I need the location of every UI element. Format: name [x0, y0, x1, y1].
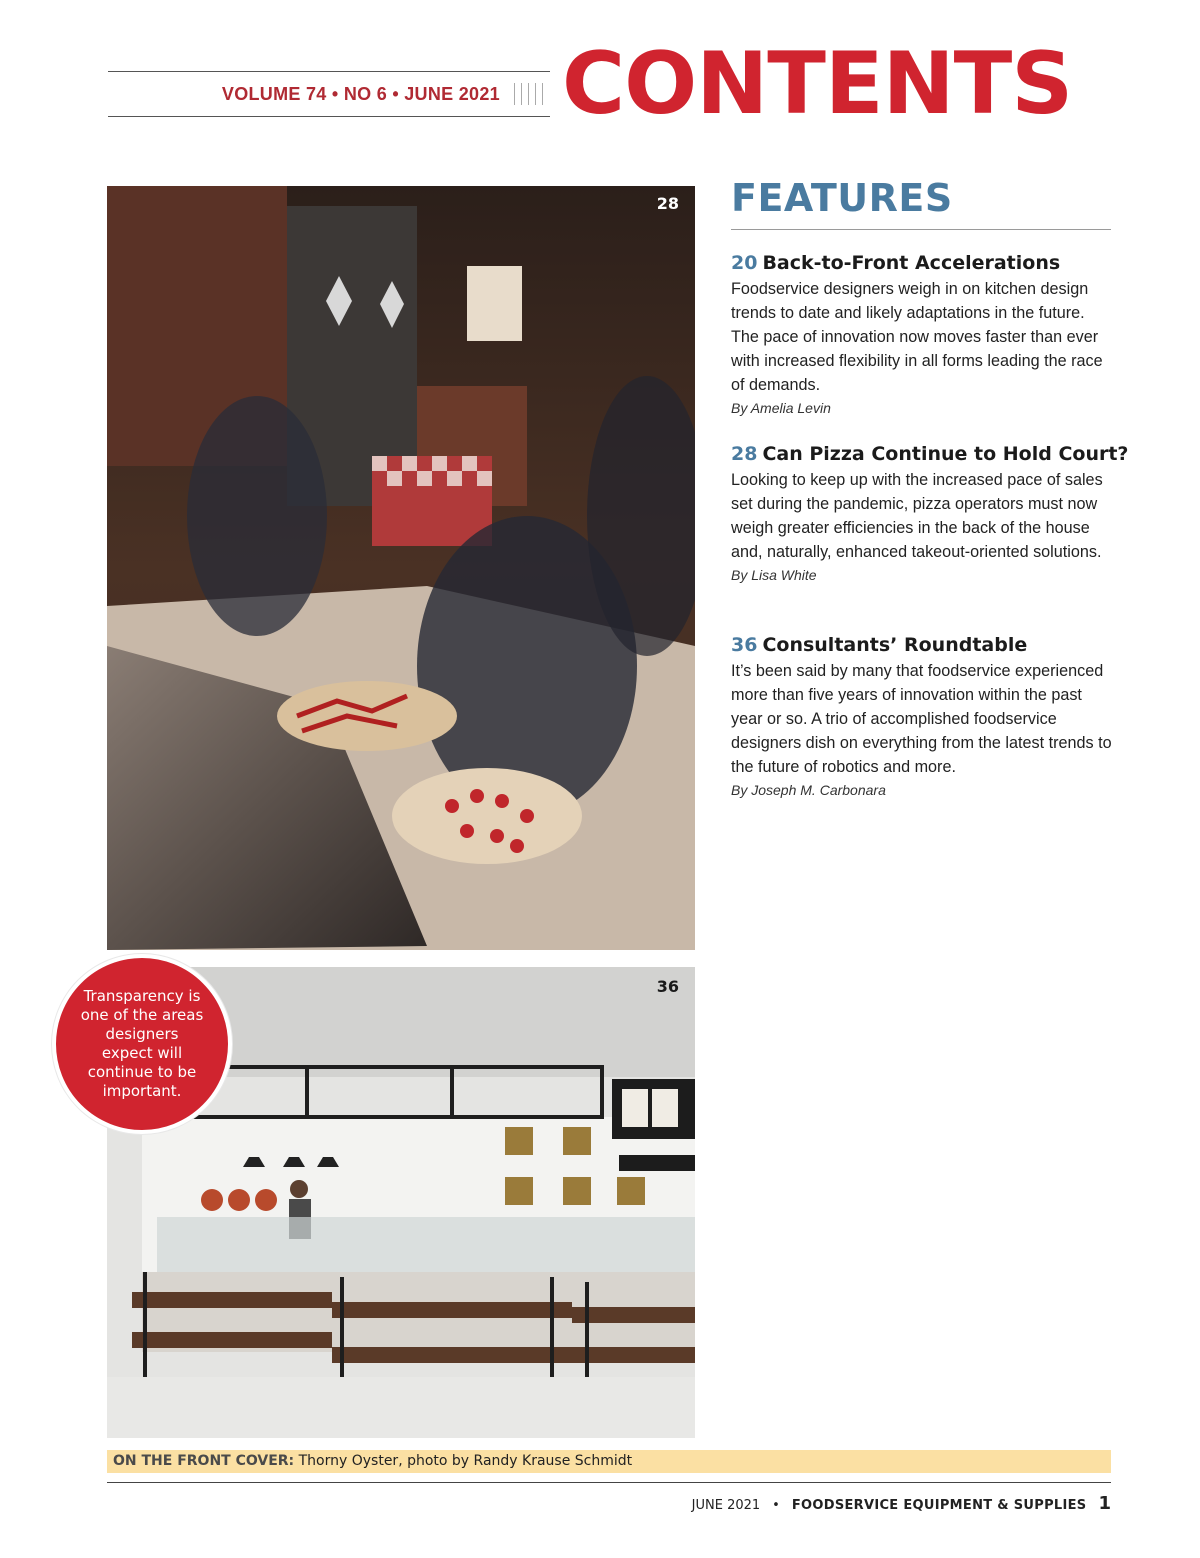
page-tag-36: 36 — [656, 977, 679, 996]
article-title[interactable] — [731, 441, 1129, 467]
features-heading: FEATURES — [731, 176, 953, 220]
article-title-text: Back-to-Front Accelerations — [762, 252, 1061, 274]
cover-note-text: Thorny Oyster, photo by Randy Krause Schmidt — [298, 1453, 633, 1469]
footer-page-number: 1 — [1098, 1493, 1111, 1514]
article-description: Foodservice designers weigh in on kitchen design trends to date and likely adaptations in the future. The pace of innovation now moves faster than ever with increased flexibility in all forms leading the race of demands. — [731, 280, 1103, 394]
article-title[interactable] — [731, 250, 1113, 276]
page-title: CONTENTS — [562, 34, 1073, 134]
transparency-callout — [52, 954, 232, 1134]
article-byline: By Joseph M. Carbonara — [731, 782, 886, 798]
article-page-number: 28 — [731, 443, 758, 465]
page-tag-28: 28 — [656, 194, 679, 213]
footer-separator: • — [772, 1498, 780, 1513]
pizza-kitchen-photo — [107, 186, 695, 950]
feature-article-3[interactable] — [731, 632, 1113, 798]
header-rule-bottom — [108, 116, 550, 117]
article-title-text: Consultants’ Roundtable — [762, 634, 1028, 656]
footer-magazine-name: FOODSERVICE EQUIPMENT & SUPPLIES — [791, 1498, 1087, 1513]
footer-date: JUNE 2021 — [691, 1498, 761, 1513]
footer-rule — [107, 1482, 1111, 1483]
article-page-number: 36 — [731, 634, 758, 656]
article-byline: By Amelia Levin — [731, 400, 831, 416]
header-rule-top — [108, 71, 550, 72]
article-title-text: Can Pizza Continue to Hold Court? — [762, 443, 1129, 465]
article-page-number: 20 — [731, 252, 758, 274]
article-byline: By Lisa White — [731, 567, 817, 583]
feature-article-2[interactable] — [731, 441, 1129, 583]
front-cover-note — [107, 1450, 1111, 1473]
issue-info: VOLUME 74 • NO 6 • JUNE 2021 — [221, 84, 500, 104]
cover-note-label: ON THE FRONT COVER: — [113, 1453, 295, 1469]
header-tick-marks — [514, 83, 543, 105]
page-footer — [692, 1493, 1111, 1514]
feature-article-1[interactable] — [731, 250, 1113, 416]
features-rule — [731, 229, 1111, 230]
article-description: It’s been said by many that foodservice experienced more than five years of innovation within the past year or so. A trio of accomplished foodservice designers dish on everything from the latest trends to the future of robotics and more. — [731, 662, 1112, 776]
callout-text: Transparency is one of the areas designers expect will continue to be important. — [80, 987, 204, 1100]
article-description: Looking to keep up with the increased pace of sales set during the pandemic, pizza operators must now weigh greater efficiencies in the back of the house and, naturally, enhanced takeout-oriented solutions. — [731, 471, 1103, 561]
article-title[interactable] — [731, 632, 1113, 658]
